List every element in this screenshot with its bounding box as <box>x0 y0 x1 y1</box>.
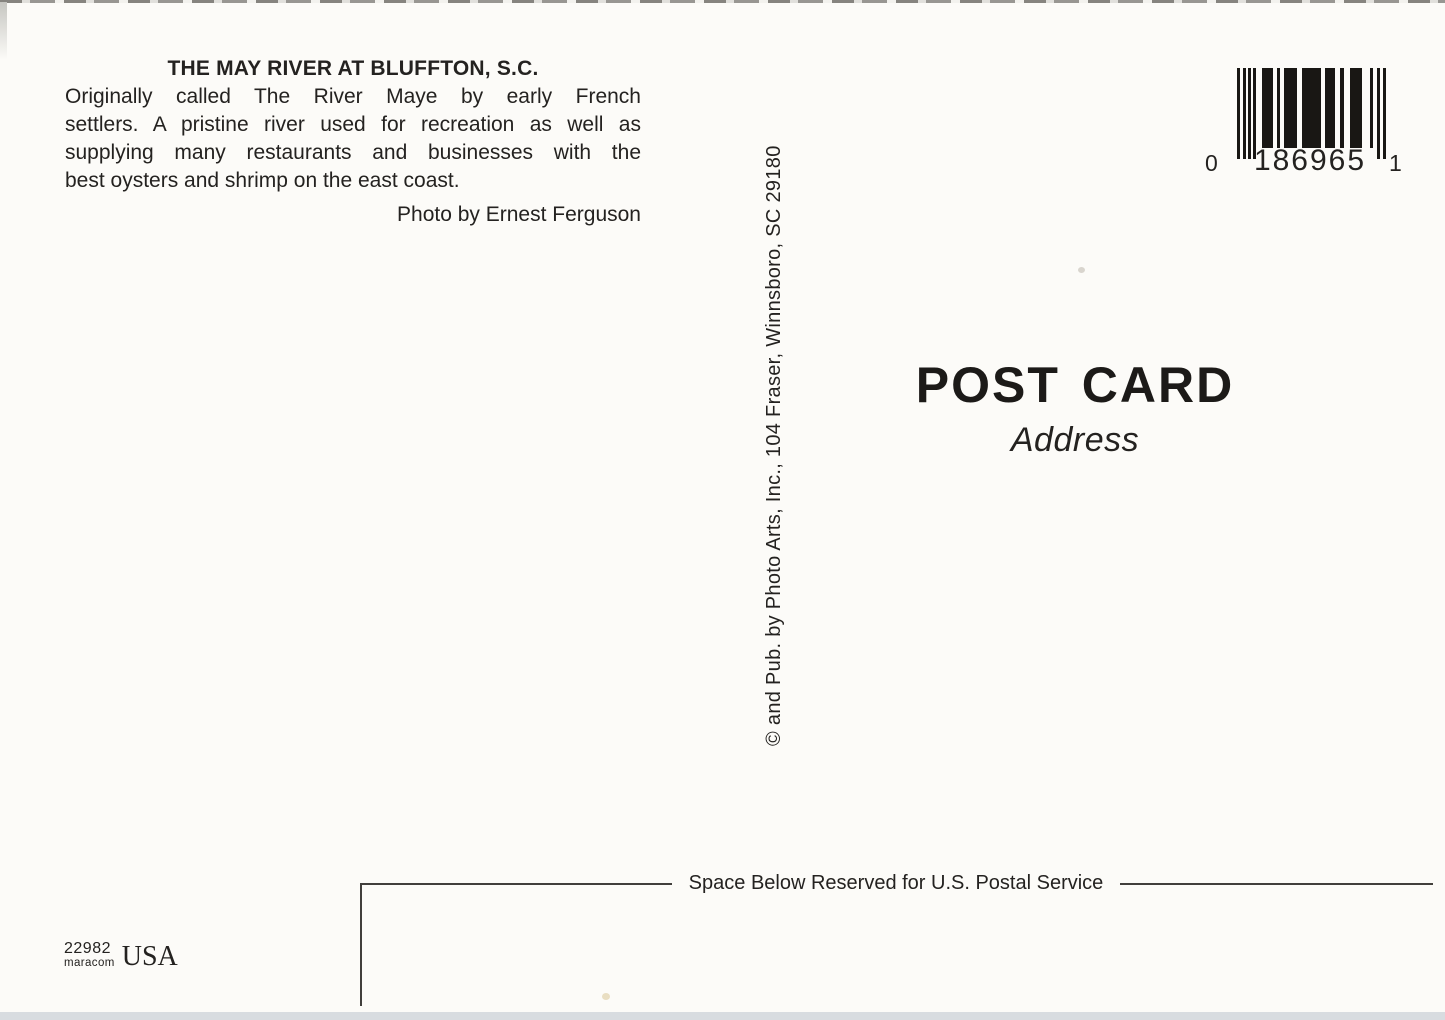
postal-notice: Space Below Reserved for U.S. Postal Service <box>688 872 1104 894</box>
photo-credit: Photo by Ernest Ferguson <box>397 203 641 226</box>
barcode-bar <box>1325 68 1335 148</box>
publisher-vertical-text: © and Pub. by Photo Arts, Inc., 104 Fraser, Winnsboro, SC 29180 <box>763 145 785 746</box>
address-label: Address <box>1010 421 1140 459</box>
postal-divider-line-right <box>1120 883 1433 885</box>
scan-top-edge <box>0 0 1445 3</box>
barcode-bar <box>1277 68 1280 148</box>
barcode-bar <box>1284 68 1297 148</box>
barcode-bar <box>1377 68 1380 159</box>
caption-block <box>65 55 641 229</box>
barcode-bar <box>1340 68 1344 148</box>
imprint-country: USA <box>121 940 178 972</box>
scan-corner-shade <box>0 2 7 60</box>
barcode-bar <box>1383 68 1386 159</box>
imprint-name: maracom <box>64 957 115 969</box>
caption-line: Originally called The River Maye by early French <box>65 85 641 108</box>
barcode-center-digits: 186965 <box>1253 144 1367 177</box>
post-card-label: POST CARD <box>915 357 1235 413</box>
barcode-bar <box>1350 68 1362 148</box>
caption-line: supplying many restaurants and businesses with the <box>65 141 641 164</box>
imprint-number: 22982 <box>64 940 111 957</box>
scan-speck <box>602 993 610 1000</box>
barcode <box>1195 56 1410 178</box>
caption-line: settlers. A pristine river used for recreation as well as <box>65 113 641 136</box>
barcode-bar <box>1243 68 1246 159</box>
imprint-stack <box>64 941 115 970</box>
caption-line: best oysters and shrimp on the east coast. <box>65 169 460 192</box>
printer-imprint <box>64 941 178 970</box>
scan-speck <box>1078 267 1085 273</box>
caption-title: THE MAY RIVER AT BLUFFTON, S.C. <box>167 57 539 80</box>
barcode-bar <box>1370 68 1373 148</box>
postal-divider-line-vertical <box>360 883 362 1006</box>
barcode-bar <box>1237 68 1240 159</box>
postal-divider-line-left <box>362 883 672 885</box>
barcode-bar <box>1262 68 1273 148</box>
scan-bottom-edge <box>0 1012 1445 1020</box>
barcode-bar <box>1302 68 1321 148</box>
barcode-left-digit: 0 <box>1205 150 1218 176</box>
barcode-right-digit: 1 <box>1389 150 1402 176</box>
address-area-heading <box>880 357 1270 460</box>
